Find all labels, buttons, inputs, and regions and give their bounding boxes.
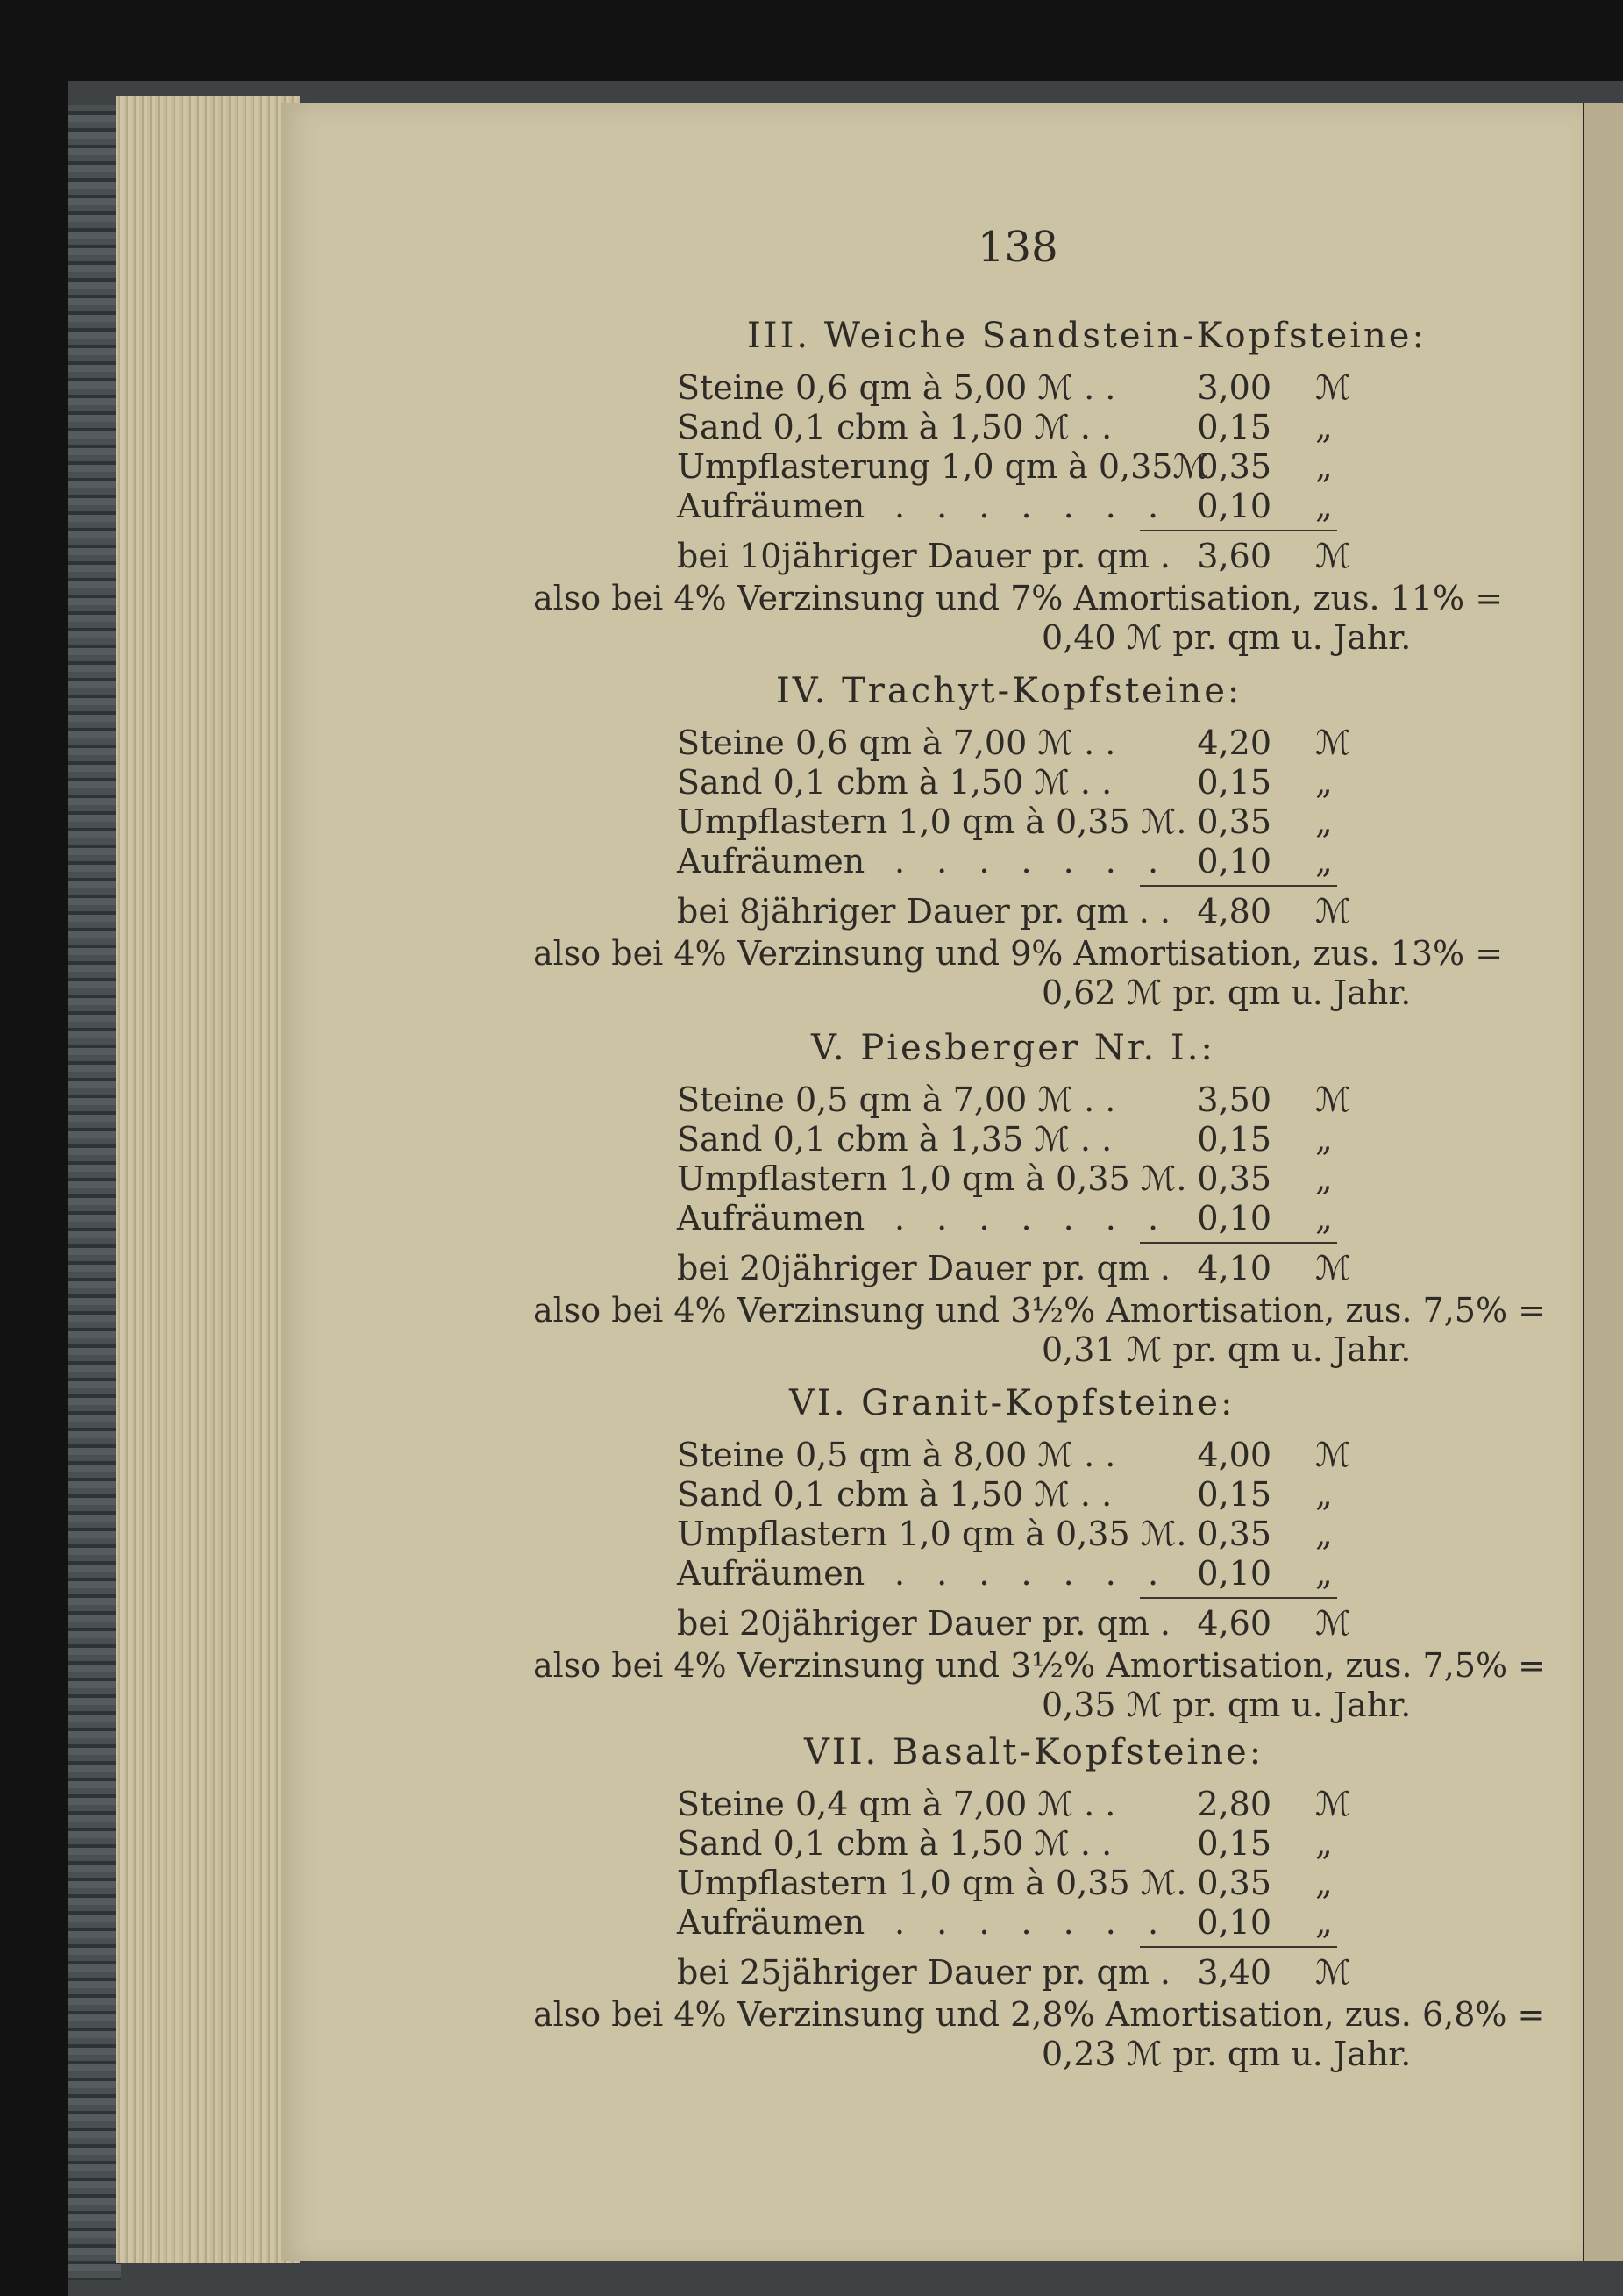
amortisation-sentence: also bei 4% Verzinsung und 9% Amortisation, zus. 13% = — [533, 934, 1504, 973]
sum-rule — [1140, 1242, 1337, 1244]
item-label: Aufräumen — [677, 1554, 865, 1593]
total-value: 4,60 — [1197, 1604, 1271, 1643]
item-unit: „ — [1315, 1515, 1333, 1553]
item-label: Umpflastern 1,0 qm à 0,35 ℳ. — [677, 802, 1187, 841]
item-value: 0,10 — [1197, 1554, 1271, 1593]
item-value: 0,15 — [1197, 1475, 1271, 1514]
total-unit: ℳ — [1315, 1953, 1351, 1992]
item-label: Aufräumen — [677, 842, 865, 881]
amortisation-sentence: also bei 4% Verzinsung und 3½% Amortisation, zus. 7,5% = — [533, 1646, 1546, 1685]
sum-rule — [1140, 885, 1337, 887]
total-label: bei 25jähriger Dauer pr. qm . — [677, 1953, 1171, 1992]
item-unit: „ — [1315, 1903, 1333, 1942]
amortisation-sentence: also bei 4% Verzinsung und 7% Amortisation, zus. 11% = — [533, 579, 1504, 617]
section-heading: V. Piesberger Nr. I.: — [811, 1028, 1215, 1068]
item-value: 4,00 — [1197, 1436, 1271, 1474]
item-value: 0,10 — [1197, 487, 1271, 525]
annual-cost: 0,23 ℳ pr. qm u. Jahr. — [1042, 2035, 1412, 2073]
item-label: Sand 0,1 cbm à 1,50 ℳ . . — [677, 763, 1113, 802]
item-value: 4,20 — [1197, 724, 1271, 762]
item-unit: ℳ — [1315, 724, 1351, 762]
amortisation-sentence: also bei 4% Verzinsung und 2,8% Amortisation, zus. 6,8% = — [533, 1995, 1546, 2034]
total-label: bei 20jähriger Dauer pr. qm . — [677, 1249, 1171, 1287]
item-value: 0,10 — [1197, 1199, 1271, 1237]
item-unit: „ — [1315, 1824, 1333, 1863]
annual-cost: 0,31 ℳ pr. qm u. Jahr. — [1042, 1330, 1412, 1369]
leader-dots: . . . . . . . — [894, 487, 1170, 525]
annual-cost: 0,35 ℳ pr. qm u. Jahr. — [1042, 1686, 1412, 1724]
item-label: Umpflastern 1,0 qm à 0,35 ℳ. — [677, 1864, 1187, 1902]
item-label: Umpflastern 1,0 qm à 0,35 ℳ. — [677, 1159, 1187, 1198]
item-label: Steine 0,5 qm à 7,00 ℳ . . — [677, 1080, 1116, 1119]
facing-page-edge — [1583, 103, 1623, 2261]
total-unit: ℳ — [1315, 537, 1351, 575]
item-value: 3,50 — [1197, 1080, 1271, 1119]
item-label: Steine 0,5 qm à 8,00 ℳ . . — [677, 1436, 1116, 1474]
section-heading: III. Weiche Sandstein-Kopfsteine: — [747, 316, 1427, 356]
item-label: Umpflastern 1,0 qm à 0,35 ℳ. — [677, 1515, 1187, 1553]
item-label: Steine 0,6 qm à 7,00 ℳ . . — [677, 724, 1116, 762]
item-value: 0,10 — [1197, 842, 1271, 881]
item-unit: „ — [1315, 1864, 1333, 1902]
item-value: 0,15 — [1197, 1120, 1271, 1159]
annual-cost: 0,40 ℳ pr. qm u. Jahr. — [1042, 618, 1412, 657]
item-label: Umpflasterung 1,0 qm à 0,35ℳ — [677, 447, 1209, 486]
item-value: 0,35 — [1197, 1864, 1271, 1902]
book-page — [281, 103, 1583, 2261]
total-value: 4,10 — [1197, 1249, 1271, 1287]
item-label: Aufräumen — [677, 487, 865, 525]
total-unit: ℳ — [1315, 892, 1351, 931]
total-label: bei 20jähriger Dauer pr. qm . — [677, 1604, 1171, 1643]
item-label: Sand 0,1 cbm à 1,50 ℳ . . — [677, 1824, 1113, 1863]
total-unit: ℳ — [1315, 1249, 1351, 1287]
item-unit: ℳ — [1315, 1785, 1351, 1823]
item-unit: ℳ — [1315, 1436, 1351, 1474]
item-value: 3,00 — [1197, 368, 1271, 407]
item-unit: ℳ — [1315, 368, 1351, 407]
total-value: 3,60 — [1197, 537, 1271, 575]
item-unit: „ — [1315, 1120, 1333, 1159]
section-heading: VII. Basalt-Kopfsteine: — [804, 1732, 1264, 1772]
item-label: Steine 0,4 qm à 7,00 ℳ . . — [677, 1785, 1116, 1823]
total-value: 4,80 — [1197, 892, 1271, 931]
leader-dots: . . . . . . . — [894, 1199, 1170, 1237]
item-unit: „ — [1315, 1159, 1333, 1198]
item-value: 0,10 — [1197, 1903, 1271, 1942]
item-value: 2,80 — [1197, 1785, 1271, 1823]
page-number: 138 — [978, 223, 1058, 272]
sum-rule — [1140, 1946, 1337, 1948]
total-value: 3,40 — [1197, 1953, 1271, 1992]
item-value: 0,35 — [1197, 1159, 1271, 1198]
item-unit: „ — [1315, 763, 1333, 802]
total-label: bei 10jähriger Dauer pr. qm . — [677, 537, 1171, 575]
item-label: Aufräumen — [677, 1199, 865, 1237]
item-unit: „ — [1315, 842, 1333, 881]
item-unit: „ — [1315, 1199, 1333, 1237]
leader-dots: . . . . . . . — [894, 1903, 1170, 1942]
leader-dots: . . . . . . . — [894, 842, 1170, 881]
item-unit: „ — [1315, 802, 1333, 841]
section-heading: IV. Trachyt-Kopfsteine: — [776, 671, 1242, 711]
item-value: 0,15 — [1197, 763, 1271, 802]
item-unit: „ — [1315, 1554, 1333, 1593]
amortisation-sentence: also bei 4% Verzinsung und 3½% Amortisation, zus. 7,5% = — [533, 1291, 1546, 1330]
item-unit: ℳ — [1315, 1080, 1351, 1119]
sum-rule — [1140, 1597, 1337, 1599]
leader-dots: . . . . . . . — [894, 1554, 1170, 1593]
total-unit: ℳ — [1315, 1604, 1351, 1643]
cover-edge — [68, 105, 121, 2280]
annual-cost: 0,62 ℳ pr. qm u. Jahr. — [1042, 973, 1412, 1012]
item-unit: „ — [1315, 1475, 1333, 1514]
item-value: 0,35 — [1197, 802, 1271, 841]
item-value: 0,15 — [1197, 1824, 1271, 1863]
item-label: Sand 0,1 cbm à 1,50 ℳ . . — [677, 1475, 1113, 1514]
item-unit: „ — [1315, 408, 1333, 446]
item-label: Sand 0,1 cbm à 1,35 ℳ . . — [677, 1120, 1113, 1159]
page-edges — [116, 96, 300, 2263]
item-label: Sand 0,1 cbm à 1,50 ℳ . . — [677, 408, 1113, 446]
total-label: bei 8jähriger Dauer pr. qm . . — [677, 892, 1171, 931]
item-label: Aufräumen — [677, 1903, 865, 1942]
item-label: Steine 0,6 qm à 5,00 ℳ . . — [677, 368, 1116, 407]
section-heading: VI. Granit-Kopfsteine: — [789, 1383, 1235, 1423]
item-unit: „ — [1315, 487, 1333, 525]
item-value: 0,35 — [1197, 447, 1271, 486]
item-value: 0,15 — [1197, 408, 1271, 446]
sum-rule — [1140, 530, 1337, 531]
item-value: 0,35 — [1197, 1515, 1271, 1553]
item-unit: „ — [1315, 447, 1333, 486]
